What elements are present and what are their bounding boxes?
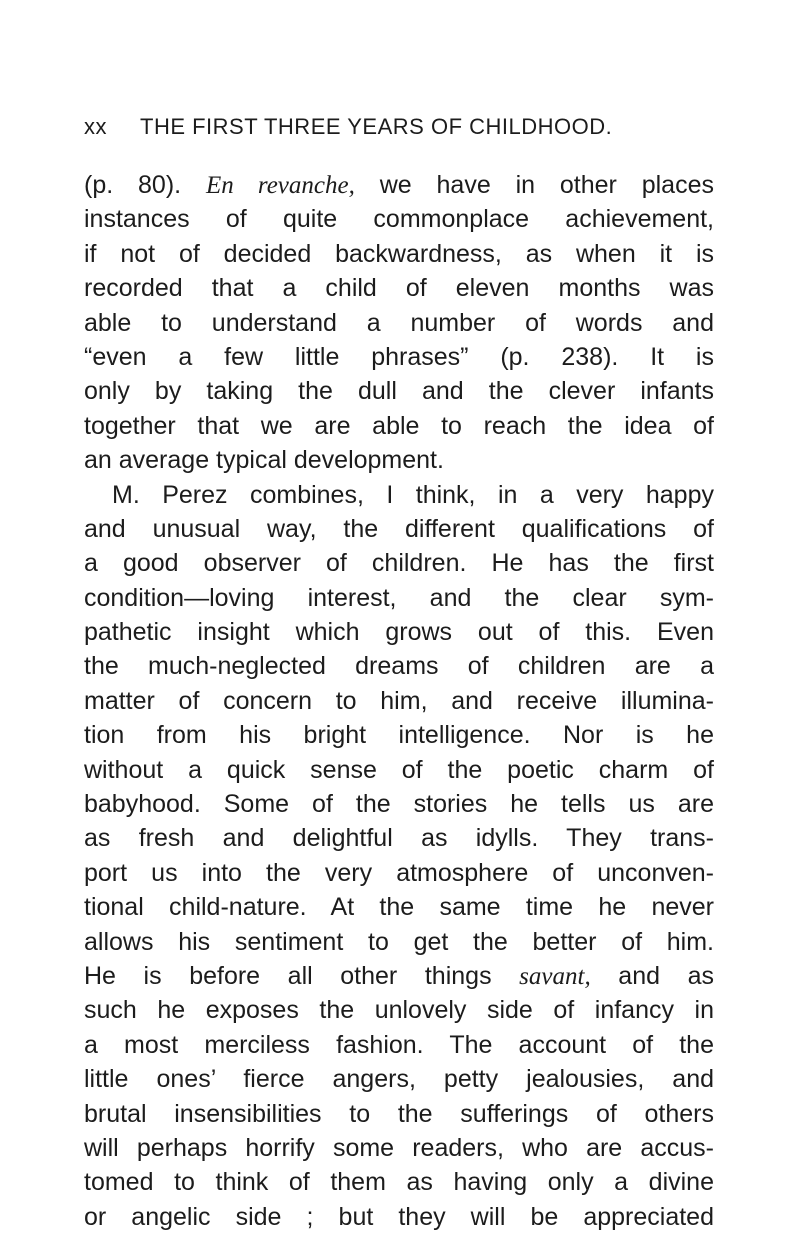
text-line: He is before all other things savant, and as [84, 961, 715, 990]
text-line: and unusual way, the different qualifications of [84, 514, 714, 543]
text-line: only by taking the dull and the clever infants [84, 377, 714, 406]
page-number: xx [84, 114, 107, 139]
text-line: little ones’ fierce angers, petty jealousies, and [84, 1065, 714, 1094]
text-line: a most merciless fashion. The account of the [84, 1030, 714, 1059]
text-line: will perhaps horrify some readers, who are accus- [84, 1133, 714, 1162]
text-line: tion from his bright intelligence. Nor is he [84, 721, 714, 750]
text-line: M. Perez combines, I think, in a very happy [112, 480, 714, 509]
running-head [84, 114, 724, 140]
text-line: pathetic insight which grows out of this. Even [84, 618, 714, 647]
text-line: condition—loving interest, and the clear sym- [84, 583, 714, 612]
text-line: tomed to think of them as having only a divine [84, 1168, 714, 1197]
text-line: a good observer of children. He has the first [84, 549, 714, 578]
text-line: such he exposes the unlovely side of infancy in [84, 996, 714, 1025]
text-line: together that we are able to reach the idea of [84, 411, 714, 440]
text-line: the much-neglected dreams of children are a [84, 652, 714, 681]
running-title: THE FIRST THREE YEARS OF CHILDHOOD. [140, 114, 613, 139]
text-line: port us into the very atmosphere of unconven- [84, 858, 714, 887]
text-line: instances of quite commonplace achievement, [84, 205, 714, 234]
text-line: tional child-nature. At the same time he never [84, 893, 714, 922]
text-line: brutal insensibilities to the sufferings of others [84, 1099, 714, 1128]
text-line: or angelic side ; but they will be appreciated [84, 1202, 714, 1231]
text-line: matter of concern to him, and receive illumina- [84, 686, 714, 715]
body-text [84, 168, 714, 1234]
italic-phrase: savant, [519, 962, 591, 990]
text-line: able to understand a number of words and [84, 308, 714, 337]
text-line: babyhood. Some of the stories he tells us are [84, 790, 714, 819]
text-line: recorded that a child of eleven months was [84, 274, 714, 303]
text-line: an average typical development. [84, 446, 444, 475]
text-line: without a quick sense of the poetic charm of [84, 755, 714, 784]
text-line: as fresh and delightful as idylls. They trans- [84, 824, 714, 853]
italic-phrase: En revanche, [205, 172, 355, 199]
text-line: allows his sentiment to get the better of him. [84, 927, 714, 956]
text-line: if not of decided backwardness, as when it is [84, 239, 714, 268]
text-line: (p. 80). En revanche, we have in other places [84, 171, 714, 199]
text-line: “even a few little phrases” (p. 238). It is [84, 342, 714, 371]
